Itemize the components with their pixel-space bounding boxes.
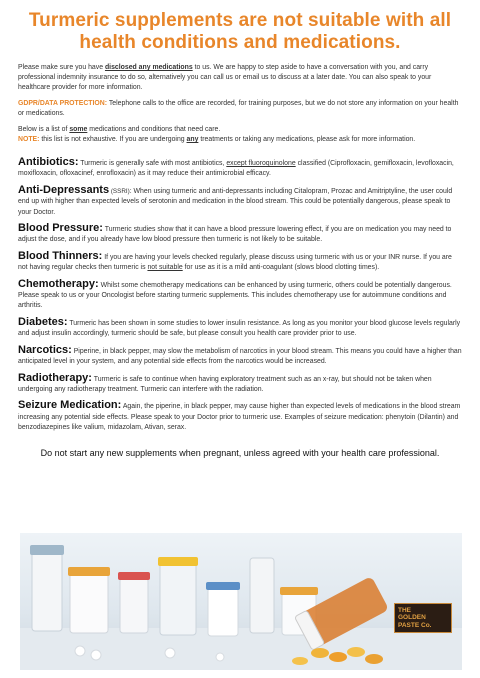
section-heading: Narcotics: (18, 343, 72, 356)
intro-text-1: Please make sure you have (18, 64, 105, 71)
section-heading: Antibiotics: (18, 156, 79, 168)
pregnancy-warning: Do not start any new supplements when pregnant, unless agreed with your health care professional. (40, 447, 440, 458)
section-narcotics: Narcotics: Piperine, in black pepper, may slow the metabolism of narcotics in your blood stream. This means you could have a higher than anticipated level in your system, and any potential side effects from the narcotics would be increased. (18, 343, 462, 366)
list-intro: Below is a list of some medications and conditions that need care. (18, 126, 221, 133)
logo-text-line2: GOLDEN (398, 614, 426, 622)
note-label: NOTE: (18, 136, 40, 143)
medication-illustration (20, 533, 462, 670)
golden-paste-logo (394, 603, 452, 633)
section-subheading: (SSRI) (109, 187, 130, 195)
section-blood-pressure: Blood Pressure: Turmeric studies show that it can have a blood pressure lowering effect, if you are on medication you may need to adjust the dose, and if you already have low blood pressure then turmeric is not likely to be suitable. (18, 222, 452, 244)
logo-text-line1: THE (398, 606, 411, 614)
section-chemotherapy: Chemotherapy: Whilst some chemotherapy medications can be enhanced by using turmeric, others could be potentially dangerous. Please speak to us or your Oncologist before starting turmeric supplements. This includes chemotherapy use for autoimmune conditions and arthritis. (18, 277, 452, 310)
logo-text-line3: PASTE Co. (398, 621, 432, 629)
intro-paragraph (18, 63, 462, 93)
section-heading: Radiotherapy: (18, 371, 92, 384)
section-heading: Diabetes: (18, 315, 68, 328)
note-emphasis: any (186, 136, 199, 143)
section-diabetes: Diabetes: Turmeric has been shown in some studies to lower insulin resistance. As long as you monitor your blood glucose levels regularly and adjust insulin accordingly, turmeric should be safe, but please consult you health care provider prior to use. (18, 315, 461, 338)
section-antibiotics: Antibiotics: Turmeric is generally safe with most antibiotics, except fluoroquinolone classified (Ciprofloxacin, gemifloxacin, levofloxacin, moxifloxacin, ofloxacinef, enrofloxacin) as it may reduce their antimicrobial efficacy. (18, 156, 454, 178)
blood-thinners-emphasis: not suitable (147, 264, 183, 272)
gdpr-label: GDPR/DATA PROTECTION: (18, 100, 108, 107)
section-heading: Blood Pressure: (18, 222, 103, 235)
section-heading: Blood Thinners: (18, 249, 103, 262)
section-blood-thinners: Blood Thinners: If you are having your levels checked regularly, please discuss using turmeric with us or your INR nurse. If you are not having regular checks then turmeric is not suitable for use as it is a mild anti-coagulant (slows blood clotting times). (18, 249, 452, 272)
section-heading: Seizure Medication: (18, 399, 122, 412)
page-title: Turmeric supplements are not suitable with all health conditions and medications. (28, 10, 452, 53)
section-antidepressants: Anti-Depressants (SSRI): When using turmeric and anti-depressants including Citalopram, Prozac and Amitriptyline, the user could end up with higher than expected levels of serotonin and medication in the blood stream. This could be potentially dangerous, please speak to your Doctor. (18, 183, 453, 216)
note-line: NOTE: this list is not exhaustive. If you are undergoing any treatments or taking any medications, please ask for more information. (18, 136, 416, 143)
intro-text-2: to us. We are happy to step aside to have a conversation with you, and carry professional indemnity insurance to do so, alternatively you can call us or email us to discuss at a later date. You can also speak to your healthcare provider for more information. (18, 64, 432, 91)
gdpr-paragraph (18, 99, 462, 119)
section-heading: Anti-Depressants (18, 183, 110, 196)
list-intro-emphasis: some (69, 126, 88, 133)
section-heading: Chemotherapy: (18, 277, 99, 290)
section-seizure-medication: Seizure Medication: Again, the piperine, in black pepper, may cause higher than expected levels of medications in the blood stream increasing any potential side effects. Please speak to your Doctor prior to turmeric use. Examples of seizure medication: phenytoin (Dilantin) and benzodiazepines like valium, midazolam, Ativan, serax. (18, 399, 461, 432)
intro-emphasis: disclosed any medications (104, 64, 193, 71)
antibiotics-emphasis: except fluoroquinolone (226, 160, 296, 167)
medication-photo (20, 533, 462, 670)
gdpr-text: Telephone calls to the office are recorded, for training purposes, but we do not store any information on your health or medications. (18, 100, 459, 117)
section-radiotherapy: Radiotherapy: Turmeric is safe to continue when having exploratory treatment such as an x-ray, but should not be taken when undergoing any radiotherapy treatment. Turmeric can interfere with the radiation. (18, 371, 432, 393)
